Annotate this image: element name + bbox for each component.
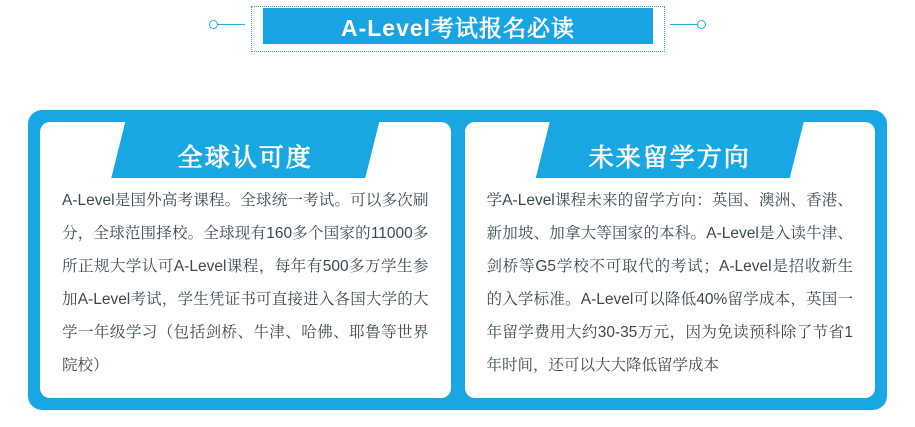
circle-dot-icon [697, 20, 706, 29]
header [0, 0, 915, 60]
panel-title-banner [536, 122, 804, 178]
panel-body-text: 学A-Level课程未来的留学方向：英国、澳洲、香港、新加坡、加拿大等国家的本科。A-Level是入读牛津、剑桥等G5学校不可取代的考试；A-Level是招收新生的入学标准。A-Level可以降低40%留学成本，英国一年留学费用大约30-35万元，因为免读预科除了节省1年时间，还可以大大降低留学成本 [486, 192, 853, 374]
page-title: A-Level考试报名必读 [263, 8, 653, 44]
panel-future-study-direction [465, 122, 876, 398]
panel-body-text: A-Level是国外高考课程。全球统一考试。可以多次刷分，全球范围择校。全球现有160多个国家的11000多所正规大学认可A-Level课程，每年有500多万学生参加A-Level考试，学生凭证书可直接进入各国大学的大学一年级学习（包括剑桥、牛津、哈佛、耶鲁等世界院校） [62, 192, 429, 374]
panel-title: 未来留学方向 [588, 144, 751, 172]
panel-title-banner [111, 122, 379, 178]
panels-container [28, 110, 887, 410]
circle-dot-icon [209, 20, 218, 29]
panel-global-recognition [40, 122, 451, 398]
panel-title: 全球认可度 [177, 144, 313, 172]
